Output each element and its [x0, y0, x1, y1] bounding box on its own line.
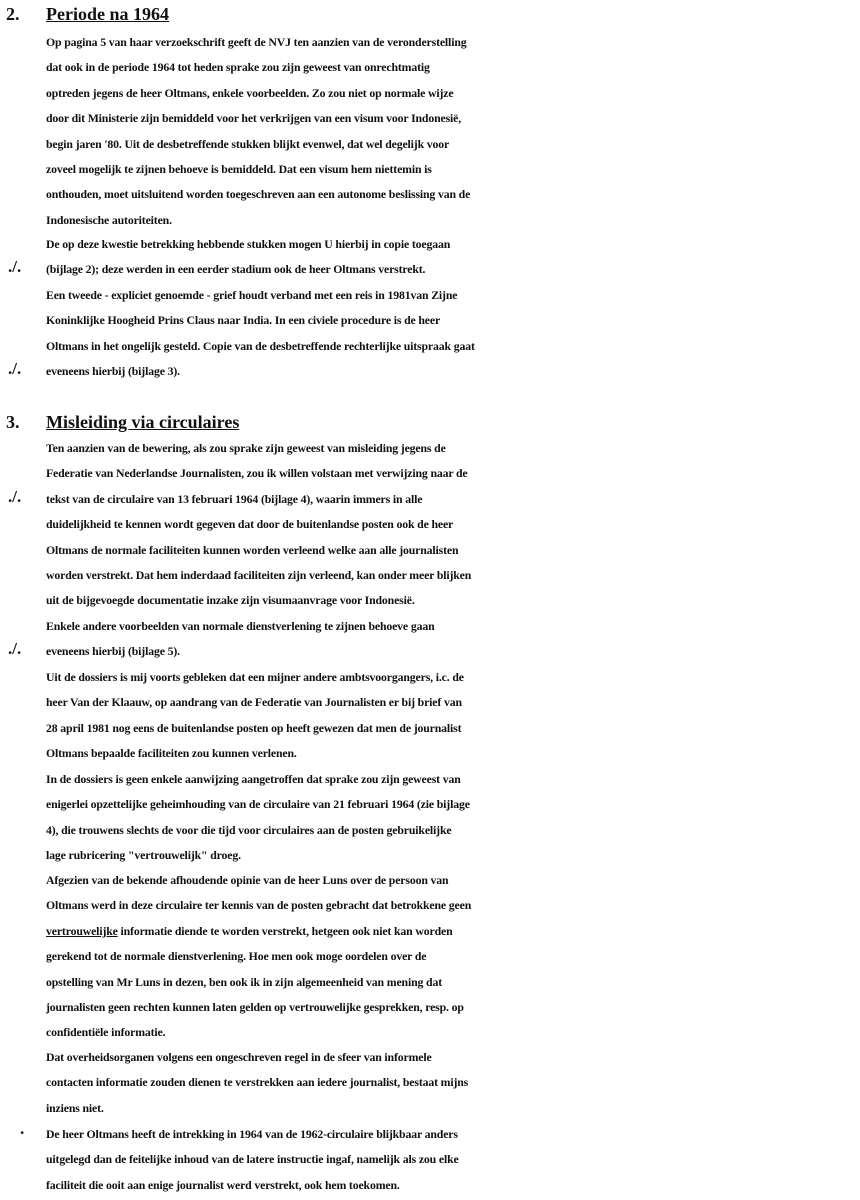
text-line: (bijlage 2); deze werden in een eerder stadium ook de heer Oltmans verstrekt. [46, 262, 426, 277]
text-line: opstelling van Mr Luns in dezen, ben ook ik in zijn algemeenheid van mening dat [46, 974, 442, 989]
section-3-title: Misleiding via circulaires [46, 412, 240, 432]
text-line: Afgezien van de bekende afhoudende opinie van de heer Luns over de persoon van [46, 873, 449, 887]
text-line: heer Van der Klaauw, op aandrang van de Federatie van Journalisten er bij brief van [46, 695, 462, 710]
text-line: 28 april 1981 nog eens de buitenlandse posten op heeft gewezen dat men de journalist [46, 720, 462, 735]
text-line: Federatie van Nederlandse Journalisten, zou ik willen volstaan met verwijzing naar de [46, 466, 468, 481]
section-3-paragraph-2 [46, 614, 858, 665]
section-3-paragraph-7 [46, 1122, 858, 1198]
underlined-word: vertrouwelijke [46, 923, 118, 938]
text-line: eveneens hierbij (bijlage 5). [46, 644, 180, 659]
section-2-number: 2. [6, 4, 20, 24]
enclosure-margin-mark: ./. [8, 487, 22, 506]
text-line: lage rubricering "vertrouwelijk" droeg. [46, 848, 241, 863]
text-line: onthouden, moet uitsluitend worden toegeschreven aan een autonome beslissing van de [46, 187, 471, 202]
text-line: Oltmans werd in deze circulaire ter kennis van de posten gebracht dat betrokkene geen [46, 898, 472, 913]
section-2-paragraph-3 [46, 283, 858, 385]
text-line: dat ook in de periode 1964 tot heden sprake zou zijn geweest van onrechtmatig [46, 60, 430, 75]
text-line: Een tweede - expliciet genoemde - grief houdt verband met een reis in 1981van Zijne [46, 288, 458, 302]
margin-dot-mark: . [20, 1119, 25, 1138]
enclosure-margin-mark: ./. [8, 257, 22, 276]
enclosure-margin-mark: ./. [8, 359, 22, 378]
text-line-underlined-word: vertrouwelijke informatie diende te worden verstrekt, hetgeen ook niet kan worden [46, 923, 453, 938]
text-line: Koninklijke Hoogheid Prins Claus naar India. In een civiele procedure is de heer [46, 313, 441, 328]
text-line: Dat overheidsorganen volgens een ongeschreven regel in de sfeer van informele [46, 1050, 432, 1064]
text-line: duidelijkheid te kennen wordt gegeven dat door de buitenlandse posten ook de heer [46, 517, 454, 532]
text-line: Op pagina 5 van haar verzoekschrift geeft de NVJ ten aanzien van de veronderstelling [46, 35, 467, 49]
text-line: contacten informatie zouden dienen te verstrekken aan iedere journalist, bestaat mijns [46, 1075, 469, 1090]
text-line: faciliteit die ooit aan enige journalist werd verstrekt, ook hem toekomen. [46, 1177, 400, 1192]
text-line: Oltmans de normale faciliteiten kunnen worden verleend welke aan alle journalisten [46, 542, 459, 557]
text-line: Enkele andere voorbeelden van normale dienstverlening te zijnen behoeve gaan [46, 619, 435, 633]
section-2-paragraph-1 [46, 30, 858, 233]
text-line: door dit Ministerie zijn bemiddeld voor het verkrijgen van een visum voor Indonesië, [46, 111, 462, 126]
text-line: begin jaren '80. Uit de desbetreffende stukken blijkt evenwel, dat wel degelijk voor [46, 136, 450, 151]
text-line: inziens niet. [46, 1100, 104, 1115]
section-3-paragraph-5 [46, 868, 858, 1046]
text-line: In de dossiers is geen enkele aanwijzing aangetroffen dat sprake zou zijn geweest van [46, 772, 461, 786]
section-2-title: Periode na 1964 [46, 4, 169, 24]
text-line: gerekend tot de normale dienstverlening. Hoe men ook moge oordelen over de [46, 949, 427, 964]
section-3-paragraph-3 [46, 665, 858, 767]
text-line: uit de bijgevoegde documentatie inzake zijn visumaanvrage voor Indonesië. [46, 593, 415, 608]
text-line: De op deze kwestie betrekking hebbende stukken mogen U hierbij in copie toegaan [46, 237, 451, 251]
section-3-paragraph-1 [46, 436, 858, 614]
text-line: Oltmans in het ongelijk gesteld. Copie van de desbetreffende rechterlijke uitspraak gaat [46, 338, 475, 353]
text-line: enigerlei opzettelijke geheimhouding van de circulaire van 21 februari 1964 (zie bijlage [46, 797, 470, 812]
text-line: De heer Oltmans heeft de intrekking in 1964 van de 1962-circulaire blijkbaar anders [46, 1127, 458, 1141]
enclosure-margin-mark: ./. [8, 639, 22, 658]
section-3-paragraph-4 [46, 767, 858, 869]
text-line: tekst van de circulaire van 13 februari 1964 (bijlage 4), waarin immers in alle [46, 491, 423, 506]
text-line: eveneens hierbij (bijlage 3). [46, 364, 180, 379]
section-2-paragraph-2 [46, 232, 858, 283]
text-line: worden verstrekt. Dat hem inderdaad faciliteiten zijn verleend, kan onder meer blijken [46, 568, 472, 583]
text-line: confidentiële informatie. [46, 1025, 166, 1040]
text-line: 4), die trouwens slechts de voor die tijd voor circulaires aan de posten gebruikelijke [46, 822, 452, 837]
text-line: Oltmans bepaalde faciliteiten zou kunnen verlenen. [46, 746, 297, 761]
text-line: optreden jegens de heer Oltmans, enkele voorbeelden. Zo zou niet op normale wijze [46, 85, 454, 100]
section-3-paragraph-6 [46, 1045, 858, 1121]
text-line: zoveel mogelijk te zijnen behoeve is bemiddeld. Dat een visum hem niettemin is [46, 162, 432, 177]
text-line: Indonesische autoriteiten. [46, 212, 172, 227]
text-line: uitgelegd dan de feitelijke inhoud van de latere instructie ingaf, namelijk als zou elke [46, 1152, 459, 1167]
text-line: Uit de dossiers is mij voorts gebleken dat een mijner andere ambtsvoorgangers, i.c. de [46, 670, 464, 684]
text-line: Ten aanzien van de bewering, als zou sprake zijn geweest van misleiding jegens de [46, 441, 446, 455]
section-3-number: 3. [6, 412, 20, 432]
text-line: journalisten geen rechten kunnen laten gelden op vertrouwelijke gesprekken, resp. op [46, 1000, 464, 1015]
